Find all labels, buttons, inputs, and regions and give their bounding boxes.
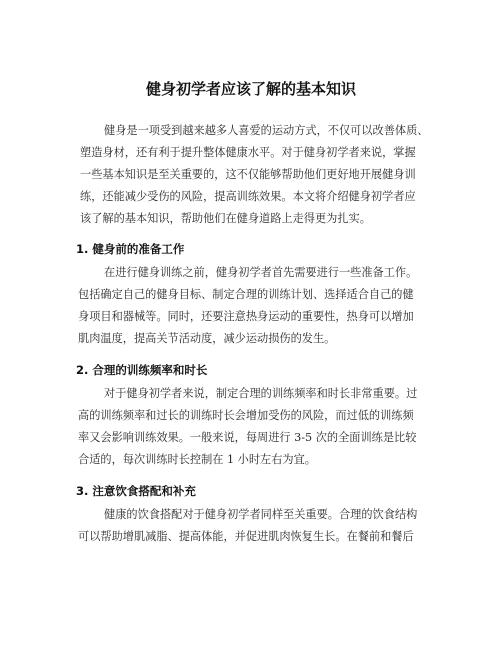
intro-line: 塑造身材，还有利于提升整体健康水平。对于健身初学者来说，掌握	[80, 146, 416, 159]
section-line: 肌肉温度，提高关节活动度，减少运动损伤的发生。	[78, 332, 336, 345]
section-line: 可以帮助增肌减脂、提高体能，并促进肌肉恢复生长。在餐前和餐后	[78, 530, 414, 543]
section-line: 健康的饮食搭配对于健身初学者同样至关重要。合理的饮食结构	[104, 508, 418, 521]
intro-line: 一些基本知识是至关重要的，这不仅能够帮助他们更好地开展健身训	[80, 168, 416, 181]
section-line: 率又会影响训练效果。一般来说，每周进行 3-5 次的全面训练是比较	[78, 431, 417, 444]
intro-line: 练，还能减少受伤的风险，提高训练效果。本文将介绍健身初学者应	[80, 190, 416, 203]
intro-line: 该了解的基本知识，帮助他们在健身道路上走得更为扎实。	[80, 212, 371, 225]
section-heading: 2. 合理的训练频率和时长	[76, 363, 208, 377]
section-heading: 3. 注意饮食搭配和补充	[76, 484, 196, 498]
document-title: 健身初学者应该了解的基本知识	[145, 80, 356, 98]
section-line: 高的训练频率和过长的训练时长会增加受伤的风险，而过低的训练频	[78, 409, 414, 422]
section-line: 身项目和器械等。同时，还要注意热身运动的重要性，热身可以增加	[78, 310, 414, 323]
section-heading: 1. 健身前的准备工作	[76, 242, 185, 256]
section-line: 合适的，每次训练时长控制在 1 小时左右为宜。	[78, 453, 316, 466]
intro-line: 健身是一项受到越来越多人喜爱的运动方式，不仅可以改善体质、	[104, 124, 429, 137]
section-line: 包括确定自己的健身目标、制定合理的训练计划、选择适合自己的健	[78, 288, 414, 301]
section-line: 在进行健身训练之前，健身初学者首先需要进行一些准备工作。	[104, 266, 418, 279]
section-line: 对于健身初学者来说，制定合理的训练频率和时长非常重要。过	[104, 387, 418, 400]
